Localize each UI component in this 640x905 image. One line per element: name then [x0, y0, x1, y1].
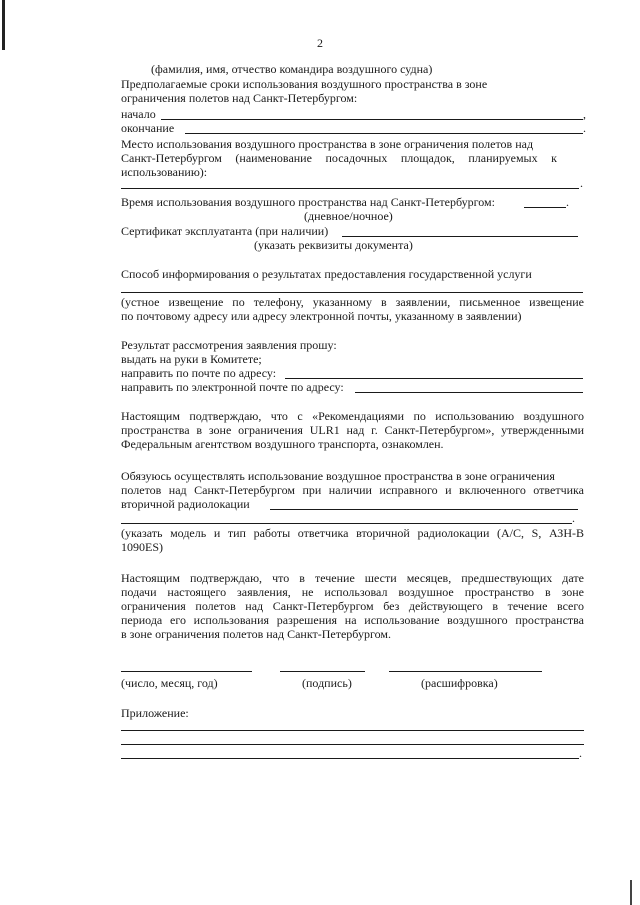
place-line1: Место использования воздушного пространства в зоне ограничения полетов над [121, 137, 534, 151]
result-opt-mail[interactable]: направить по почте по адресу: [121, 366, 277, 380]
transponder-field-2[interactable] [121, 523, 572, 524]
end-date-field[interactable] [185, 133, 583, 134]
notify-caption-line1: (устное извещение по телефону, указанному в заявлении, письменное извещение [121, 295, 584, 309]
date-field[interactable] [121, 671, 252, 672]
transponder-field-1[interactable] [270, 509, 578, 510]
email-address-field[interactable] [355, 392, 583, 393]
confirm2-line4: периода его использования разрешения на использование воздушного пространства [121, 613, 584, 627]
scan-edge-right [630, 880, 632, 905]
confirm2-line2: подачи настоящего заявления, не использовал воздушное пространство в зоне [121, 585, 584, 599]
attachment-field-2[interactable] [121, 744, 584, 745]
confirm-line2: пространства в зоне ограничения ULR1 над г. Санкт-Петербургом», утвержденными [121, 423, 584, 437]
oblige-line3: вторичной радиолокации [121, 497, 250, 511]
decode-field[interactable] [389, 671, 542, 672]
sign-caption: (подпись) [302, 676, 352, 690]
confirm-line3: Федеральным агентством воздушного транспорта, ознакомлен. [121, 437, 444, 451]
decode-caption: (расшифровка) [421, 676, 498, 690]
attachment-label: Приложение: [121, 706, 189, 720]
oblige-line1: Обязуюсь осуществлять использование воздушное пространства в зоне ограничения [121, 469, 555, 483]
commander-caption: (фамилия, имя, отчество командира воздушного судна) [151, 62, 433, 76]
result-opt-email[interactable]: направить по электронной почте по адресу: [121, 380, 344, 394]
time-caption: (дневное/ночное) [304, 209, 393, 223]
oblige-caption-line2: 1090ES) [121, 540, 163, 554]
place-line3: использованию): [121, 165, 208, 179]
place-dot: . [580, 176, 583, 190]
notify-caption-line2: по почтовому адресу или адресу электронной почты, указанному в заявлении) [121, 309, 522, 323]
time-dot: . [566, 195, 569, 209]
place-field[interactable] [121, 188, 579, 189]
confirm2-line3: ограничения полетов над Санкт-Петербургом без действующего в течение всего [121, 599, 584, 613]
signature-field[interactable] [280, 671, 365, 672]
result-title: Результат рассмотрения заявления прошу: [121, 338, 337, 352]
transponder-dot: . [572, 511, 575, 525]
date-caption: (число, месяц, год) [121, 676, 218, 690]
place-line2: Санкт-Петербургом (наименование посадочных площадок, планируемых к [121, 151, 557, 165]
terms-title-line2: ограничения полетов над Санкт-Петербургом: [121, 91, 358, 105]
start-dot: , [583, 107, 586, 121]
confirm2-line1: Настоящим подтверждаю, что в течение шести месяцев, предшествующих дате [121, 571, 584, 585]
mail-address-field[interactable] [285, 378, 583, 379]
end-label: окончание [121, 121, 175, 135]
certificate-field[interactable] [342, 236, 578, 237]
notify-field[interactable] [121, 292, 583, 293]
start-date-field[interactable] [161, 119, 583, 120]
attachment-field-3[interactable] [121, 758, 579, 759]
attachment-dot: . [579, 746, 582, 760]
end-dot: . [583, 121, 586, 135]
certificate-caption: (указать реквизиты документа) [254, 238, 413, 252]
time-label: Время использования воздушного пространства над Санкт-Петербургом: [121, 195, 495, 209]
start-label: начало [121, 107, 156, 121]
certificate-label: Сертификат эксплуатанта (при наличии) [121, 224, 329, 238]
terms-title-line1: Предполагаемые сроки использования воздушного пространства в зоне [121, 77, 488, 91]
confirm2-line5: в зоне ограничения полетов над Санкт-Петербургом. [121, 627, 391, 641]
notify-label: Способ информирования о результатах предоставления государственной услуги [121, 267, 532, 281]
oblige-caption-line1: (указать модель и тип работы ответчика вторичной радиолокации (A/C, S, АЗН-В [121, 526, 584, 540]
attachment-field-1[interactable] [121, 730, 584, 731]
time-field[interactable] [524, 207, 566, 208]
oblige-line2: полетов над Санкт-Петербургом при наличии исправного и включенного ответчика [121, 483, 584, 497]
page-number: 2 [317, 36, 323, 50]
confirm-line1: Настоящим подтверждаю, что с «Рекомендациями по использованию воздушного [121, 409, 584, 423]
result-opt-hand[interactable]: выдать на руки в Комитете; [121, 352, 262, 366]
